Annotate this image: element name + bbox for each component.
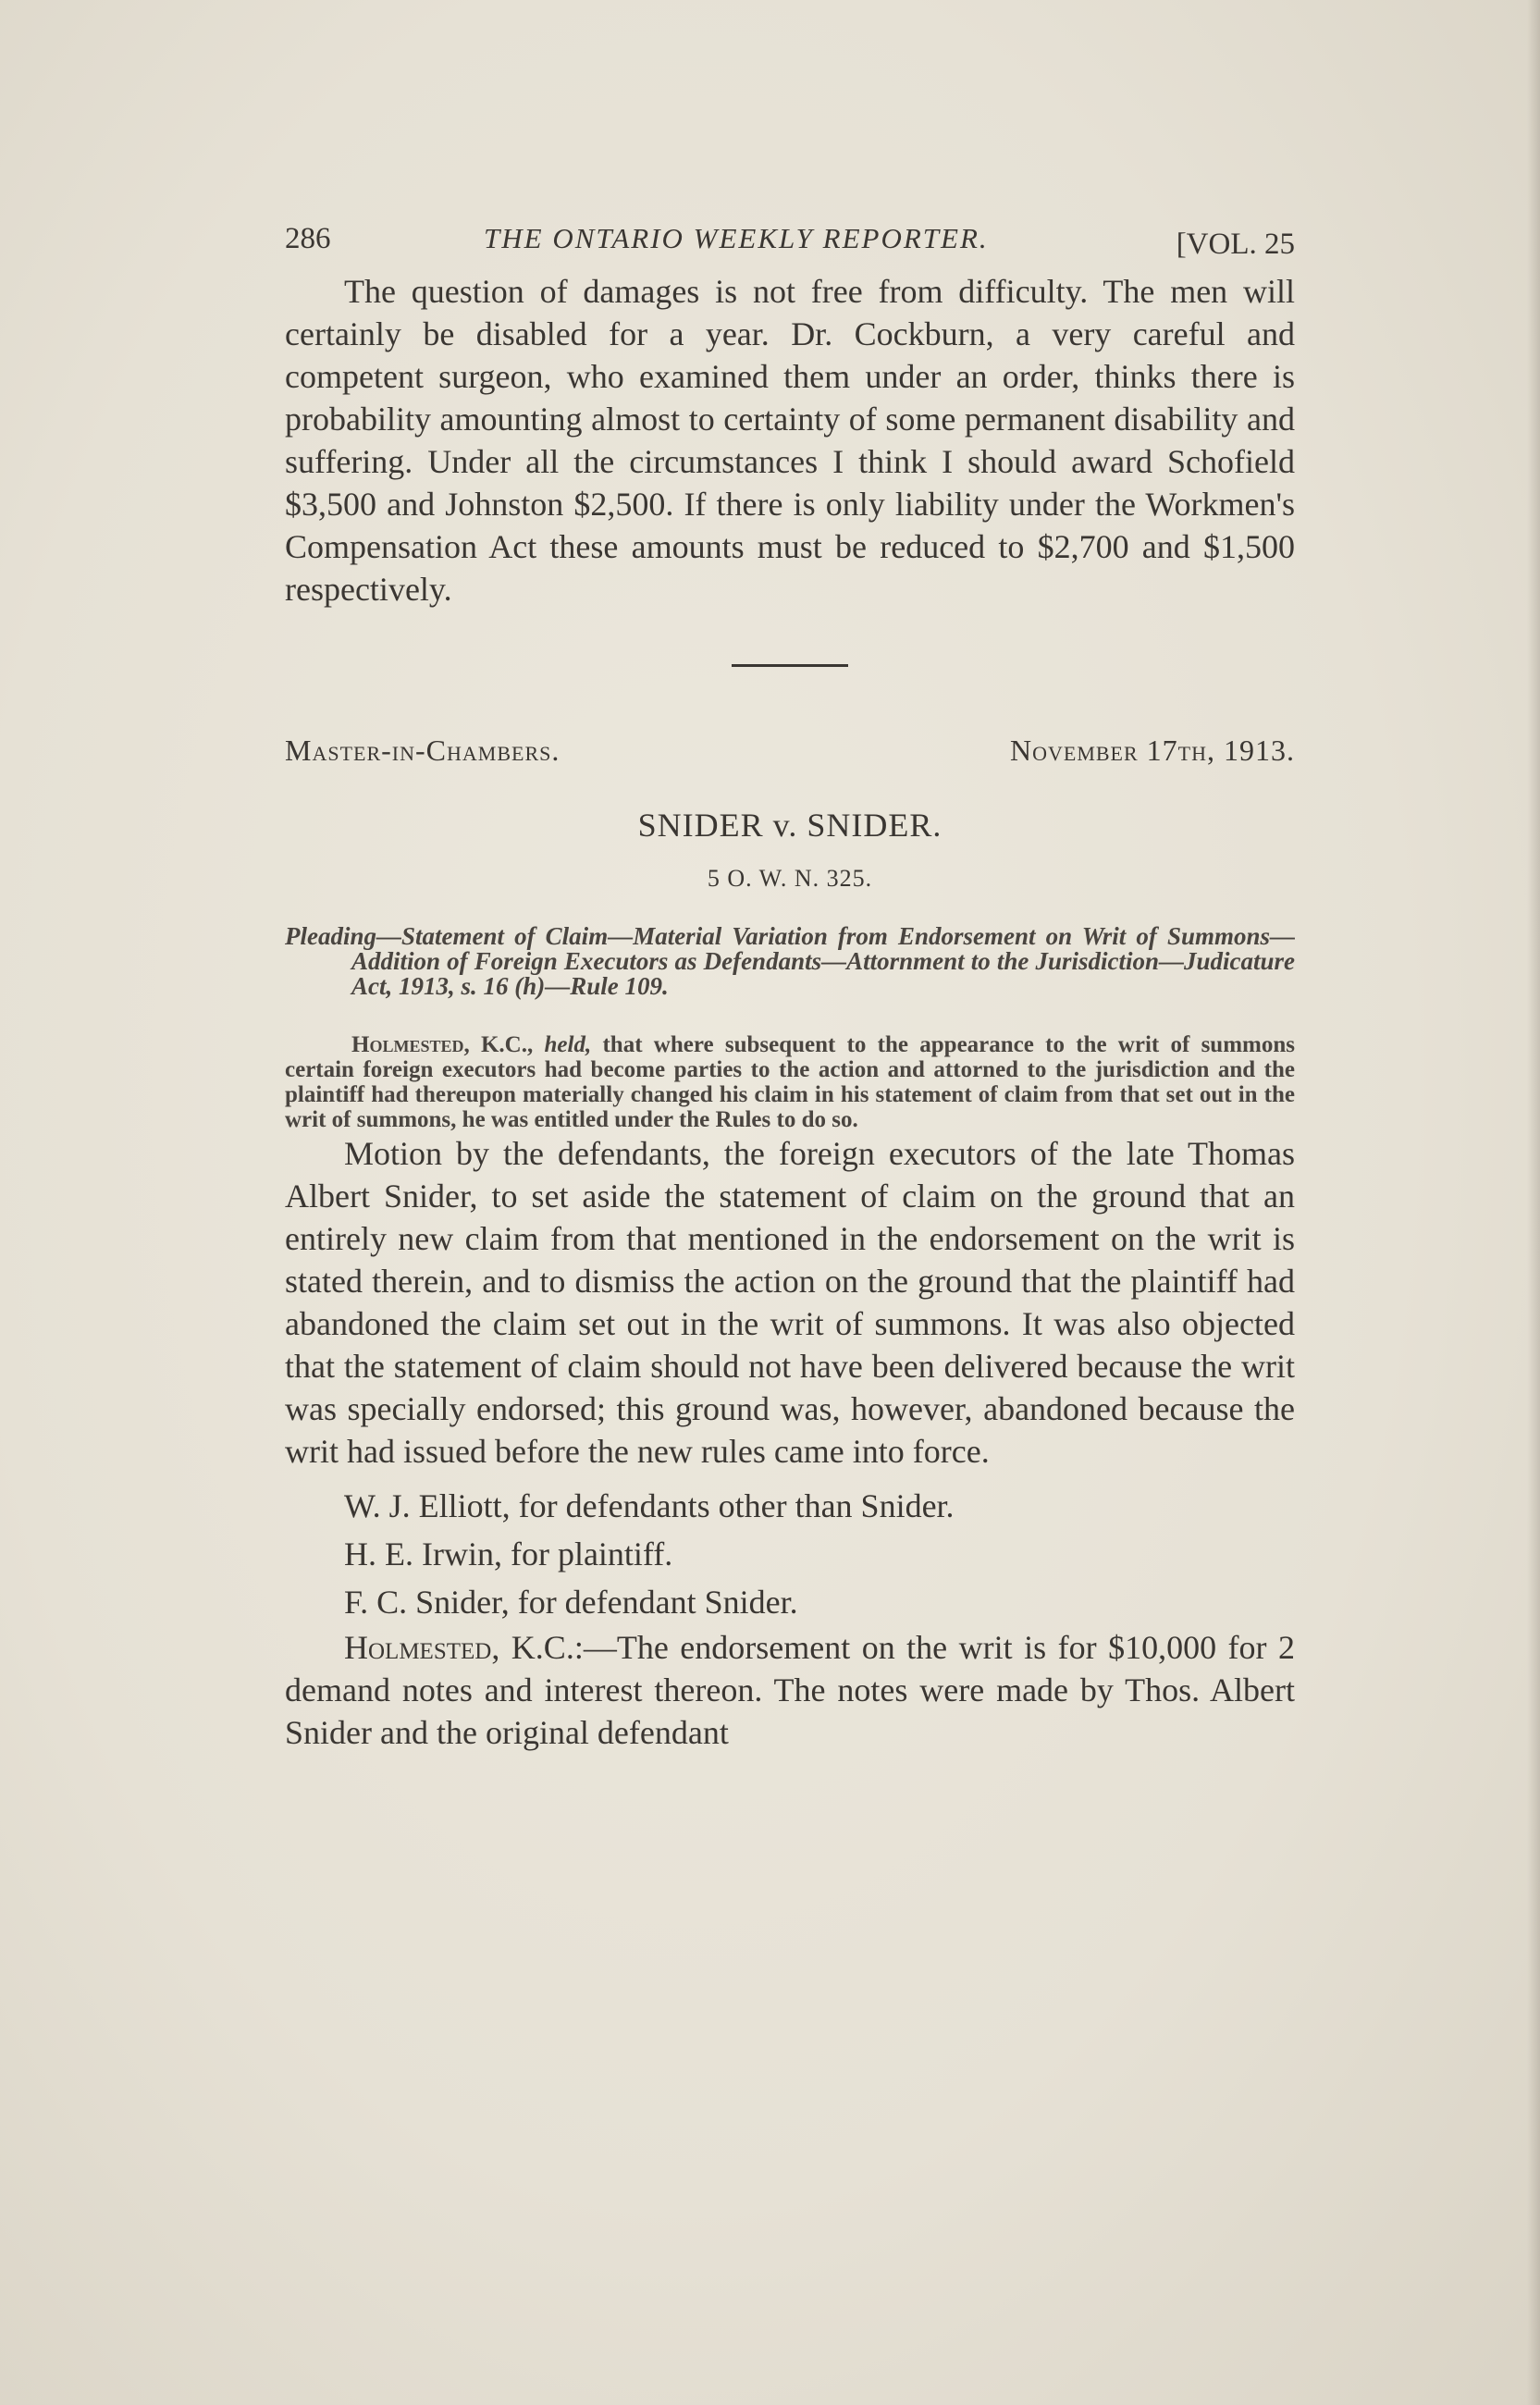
paragraph-motion: Motion by the defendants, the foreign executors of the late Thomas Albert Snider, to set aside the statement of claim on the ground that an entirely new claim from that mentioned in the endorsement on the writ is stated therein, and to dismiss the action on the ground that the plaintiff had abandoned the claim set out in the writ of summons. It was also objected that the statement of claim should not have been delivered because the writ was specially endorsed; this ground was, however, abandoned because the writ had issued before the new rules came into force. xyxy=(285,1135,1295,1470)
headnote-text: that where subsequent to the appearance to the writ of summons certain foreign executors had become parties to the action and attorned to the jurisdiction and the plaintiff had thereupon materially changed his claim in his statement of claim from that set out in the writ of summons, he was entitled under the Rules to do so. xyxy=(285,1032,1295,1132)
decision-date: November 17th, 1913. xyxy=(1010,734,1295,767)
headnote-judge: Holmested, K.C., xyxy=(351,1032,534,1057)
paragraph-judgment xyxy=(285,1626,1295,1754)
dateline xyxy=(285,734,1295,780)
judgment-text: :—The endorsement on the writ is for $10,000 for 2 demand notes and interest thereon. The notes were made by Thos. Albert Snider and the original defendant xyxy=(285,1629,1296,1751)
section-divider xyxy=(732,664,848,667)
text-column xyxy=(285,215,1295,1754)
case-citation: 5 O. W. N. 325. xyxy=(707,865,873,892)
headnote xyxy=(285,1032,1295,1132)
counsel-line: H. E. Irwin, for plaintiff. xyxy=(344,1536,673,1572)
page-edge-shadow xyxy=(1527,0,1540,2405)
running-head xyxy=(285,215,1295,270)
judgment-judge: Holmested, K.C. xyxy=(344,1629,574,1666)
headnote-held: held, xyxy=(544,1032,592,1057)
case-title: SNIDER v. SNIDER. xyxy=(637,807,942,844)
volume-label: [VOL. 25 xyxy=(1176,228,1295,261)
catchwords: Pleading—Statement of Claim—Material Variation from Endorsement on Writ of Summons—Addition of Foreign Executors as Defendants—Attornment to the Jurisdiction—Judicature Act, 1913, s. 16 (h)—Rule 109. xyxy=(285,922,1295,1000)
counsel-list xyxy=(285,1482,1295,1626)
journal-title: THE ONTARIO WEEKLY REPORTER. xyxy=(484,222,989,254)
counsel-line: W. J. Elliott, for defendants other than Snider. xyxy=(344,1487,955,1524)
counsel-line: F. C. Snider, for defendant Snider. xyxy=(344,1584,798,1621)
court-name: Master-in-Chambers. xyxy=(285,734,561,767)
page-number: 286 xyxy=(285,222,331,255)
paragraph-damages: The question of damages is not free from difficulty. The men will certainly be disabled for a year. Dr. Cockburn, a very careful and competent surgeon, who examined them under an order, thinks there is probability amounting almost to certainty of some permanent disability and suffering. Under all the circumstances I think I should award Schofield $3,500 and Johnston $2,500. If there is only liability under the Workmen's Compensation Act these amounts must be reduced to $2,700 and $1,500 respectively. xyxy=(285,273,1295,608)
